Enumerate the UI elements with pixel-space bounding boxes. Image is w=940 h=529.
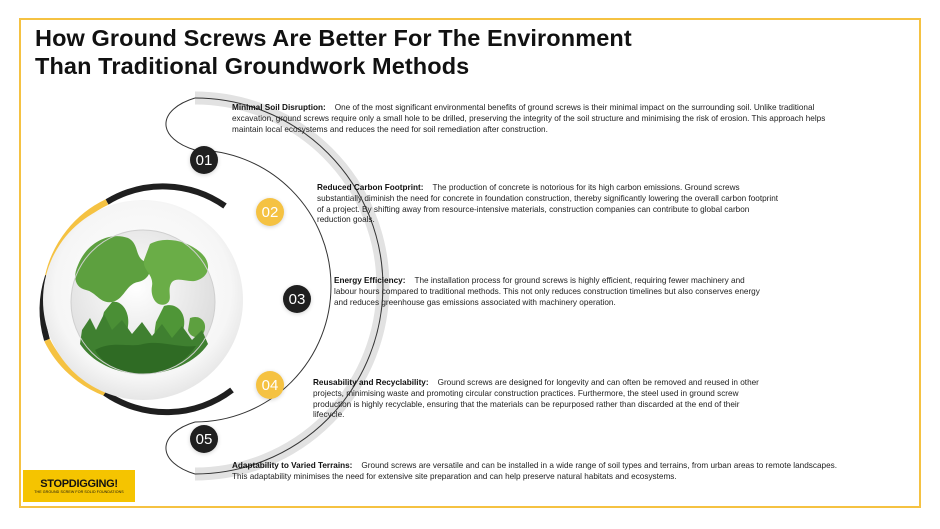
- item-energy-efficiency: [334, 276, 766, 308]
- step-number-02: 02: [256, 198, 284, 226]
- item-text: One of the most significant environmental benefits of ground screws is their minimal impact on the surrounding soil. Unlike traditional excavation, ground screws require only a small hole to be drilled, preserving the integrity of the soil structure and minimising the risk of erosion. This approach helps maintain local ecosystems and reduces the need for soil remediation after construction.: [232, 103, 826, 134]
- brand-logo: [23, 470, 135, 502]
- logo-tagline: THE GROUND SCREW FOR SOLID FOUNDATIONS: [34, 489, 124, 494]
- item-heading: Energy Efficiency:: [334, 276, 406, 285]
- item-heading: Reduced Carbon Footprint:: [317, 183, 424, 192]
- timeline-arc-top-hook: [166, 98, 195, 150]
- item-text: Ground screws are versatile and can be installed in a wide range of soil types and terrains, from urban areas to remote landscapes. This adaptability minimises the need for extensive site preparation and can help preserve natural habitats and ecosystems.: [232, 461, 838, 481]
- globe-icon: [71, 230, 215, 374]
- item-heading: Reusability and Recyclability:: [313, 378, 429, 387]
- timeline-arc-bottom-hook: [166, 422, 195, 474]
- logo-name: STOPDIGGING!: [40, 477, 118, 490]
- item-reusability-recyclability: [313, 378, 768, 421]
- step-number-05: 05: [190, 425, 218, 453]
- item-adaptability-terrains: [232, 461, 842, 483]
- item-heading: Minimal Soil Disruption:: [232, 103, 326, 112]
- item-minimal-soil-disruption: [232, 103, 852, 135]
- item-text: The production of concrete is notorious for its high carbon emissions. Ground screws substantially diminish the need for concrete in foundation construction, thereby significantly lowering the overall carbon footprint of a project. By shifting away from resource-intensive materials, construction companies can contribute to global carbon reduction goals.: [317, 183, 779, 225]
- step-number-04: 04: [256, 371, 284, 399]
- item-heading: Adaptability to Varied Terrains:: [232, 461, 353, 470]
- item-text: The installation process for ground screws is highly efficient, requiring fewer machinery and labour hours compared to traditional methods. This not only reduces construction timelines but also conserves energy and reduces greenhouse gas emissions associated with machinery operation.: [334, 276, 760, 307]
- step-number-01: 01: [190, 146, 218, 174]
- page-title-line-2: Than Traditional Groundwork Methods: [35, 53, 470, 79]
- step-number-03: 03: [283, 285, 311, 313]
- page-title-line-1: How Ground Screws Are Better For The Environment: [35, 25, 632, 51]
- item-reduced-carbon-footprint: [317, 183, 782, 226]
- item-text: Ground screws are designed for longevity and can often be removed and reused in other projects, minimising waste and promoting circular construction practices. Furthermore, the steel used in ground screw production is highly recyclable, ensuring that the materials can be repurposed rather than discarded at the end of their lifecycle.: [313, 378, 759, 420]
